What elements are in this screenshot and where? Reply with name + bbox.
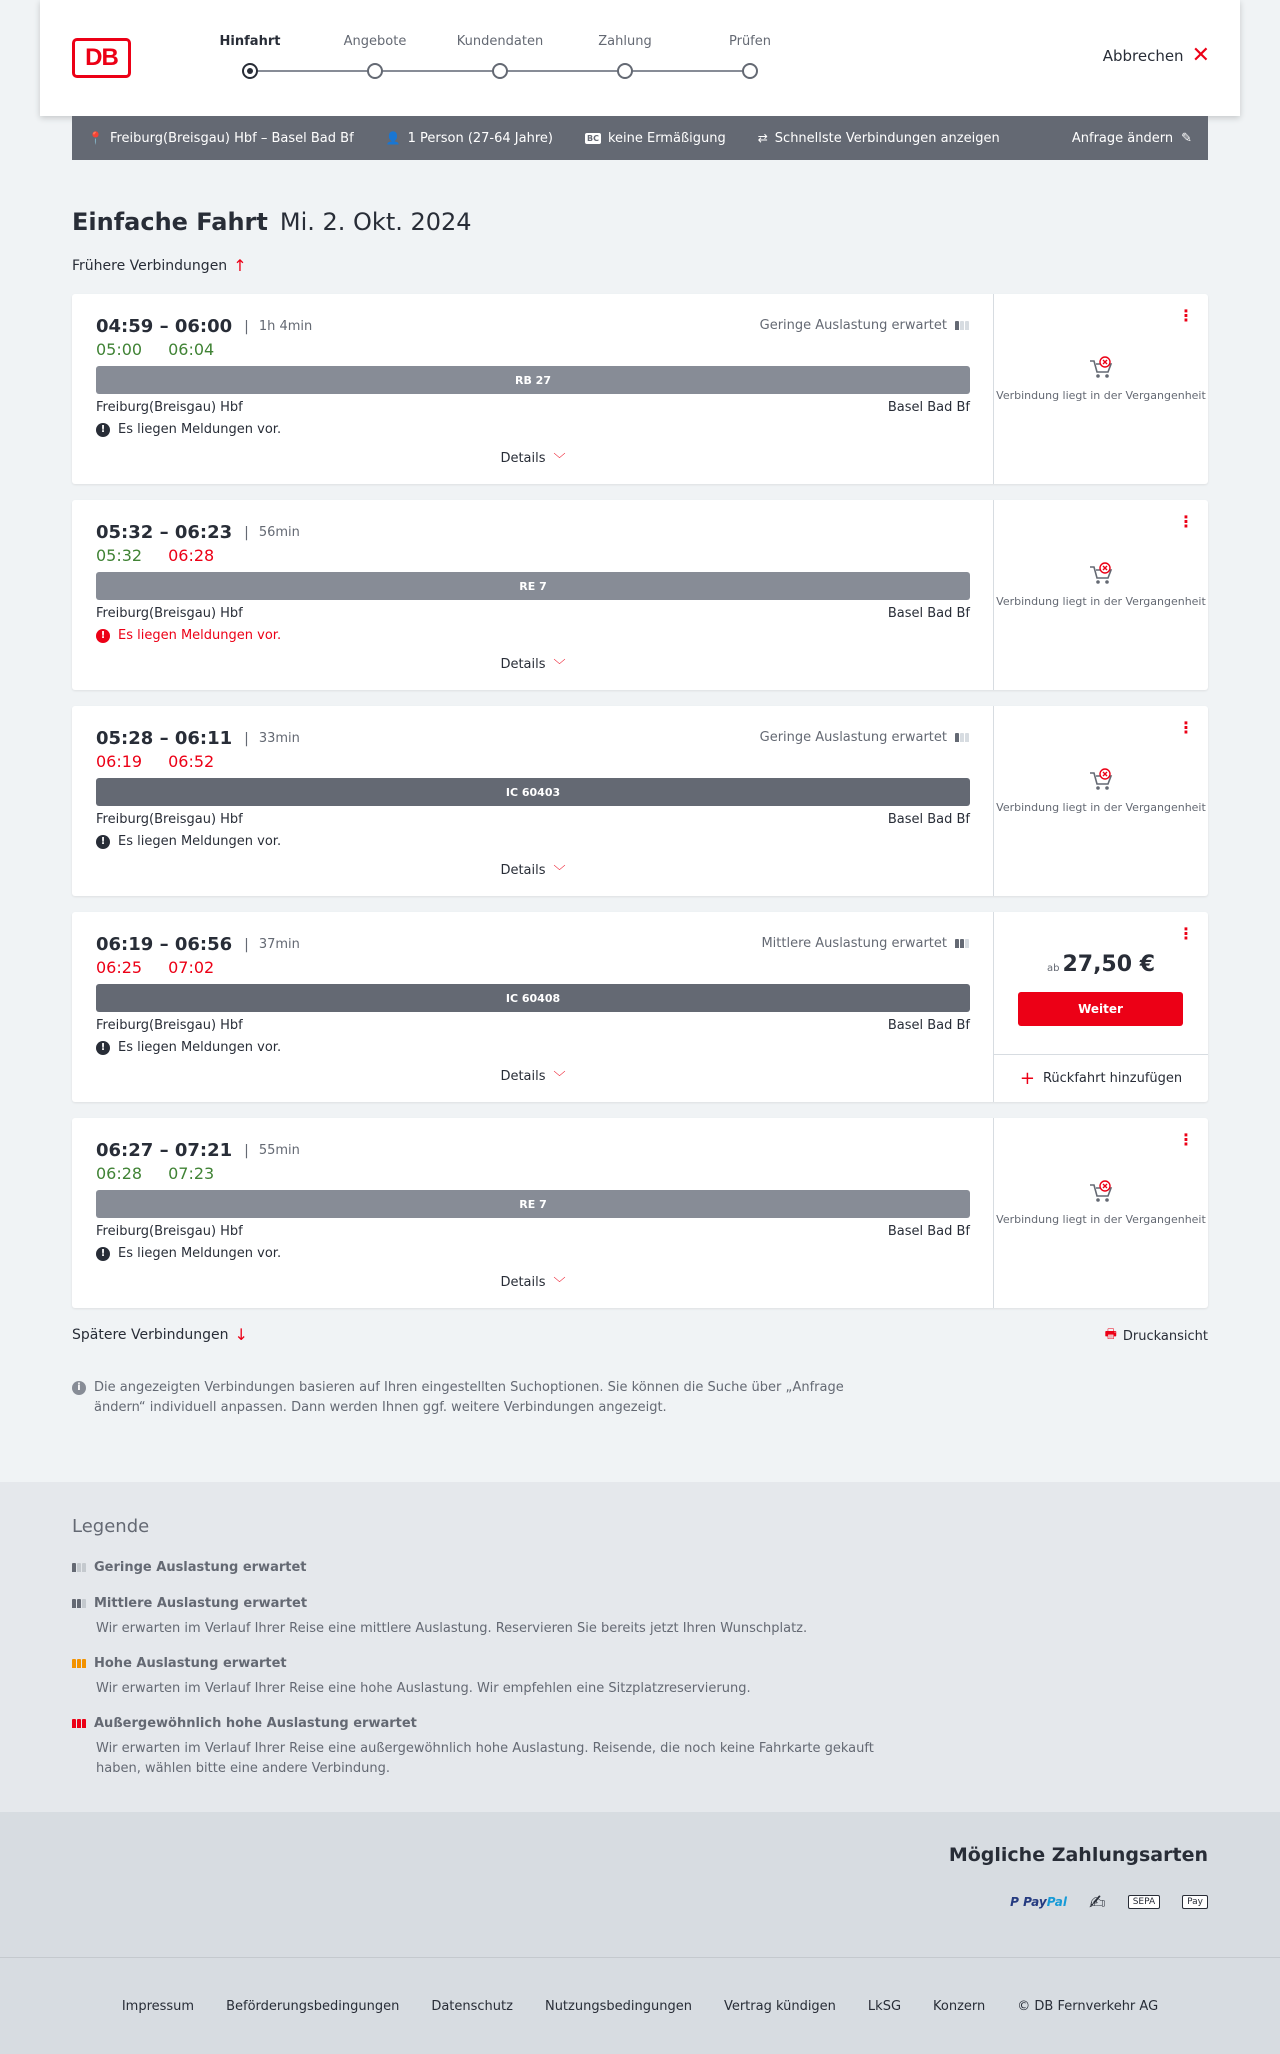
step-dot-zahlung <box>617 63 633 79</box>
person-icon: 👤 <box>385 131 401 145</box>
pencil-icon: ✎ <box>1181 130 1192 146</box>
stations <box>96 1224 970 1239</box>
service-message[interactable]: ! Es liegen Meldungen vor. <box>96 1040 281 1055</box>
step-kundendaten: Kundendaten <box>456 34 544 49</box>
chevron-down-icon: ﹀ <box>553 864 566 878</box>
step-dot-kundendaten <box>492 63 508 79</box>
stations <box>96 1018 970 1033</box>
realtime-times: 05:00 06:04 <box>96 340 215 359</box>
train-segment-bar[interactable]: RE 7 <box>96 1190 970 1218</box>
stations <box>96 606 970 621</box>
duration: 33min <box>258 731 300 746</box>
destination-station: Basel Bad Bf <box>887 606 970 621</box>
payment-methods-section <box>0 1812 1280 1958</box>
footer-link[interactable]: Nutzungsbedingungen <box>544 1998 692 2014</box>
occupancy-icon <box>72 1599 86 1608</box>
direct-debit-icon: ✍ <box>1088 1890 1106 1914</box>
info-icon: i <box>72 1381 86 1395</box>
more-options-icon[interactable]: ⋮ <box>1178 512 1194 531</box>
service-message[interactable]: ! Es liegen Meldungen vor. <box>96 1246 281 1261</box>
continue-button[interactable]: Weiter <box>1018 992 1183 1026</box>
connection-card[interactable] <box>72 1118 1208 1308</box>
occupancy-icon <box>955 939 969 948</box>
duration: 1h 4min <box>258 319 313 334</box>
occupancy-icon <box>72 1659 86 1668</box>
connection-details-area[interactable] <box>72 500 994 690</box>
footer-link: © DB Fernverkehr AG <box>1017 1998 1159 2014</box>
occupancy-info: Geringe Auslastung erwartet <box>760 318 969 333</box>
scheduled-times: 04:59 – 06:00 | 1h 4min <box>96 316 313 337</box>
train-segment-bar[interactable]: IC 60408 <box>96 984 970 1012</box>
apple-pay-icon: Pay <box>1182 1895 1208 1909</box>
price: ab 27,50 € <box>1046 952 1156 977</box>
step-pruefen: Prüfen <box>728 34 771 49</box>
origin-station: Freiburg(Breisgau) Hbf <box>96 1018 243 1033</box>
cart-unavailable-icon <box>1088 356 1114 380</box>
past-connection-notice: Verbindung liegt in der Vergangenheit <box>994 1180 1208 1227</box>
earlier-connections-link[interactable]: Frühere Verbindungen ↑ <box>72 256 247 275</box>
occupancy-icon <box>72 1719 86 1728</box>
chevron-down-icon: ﹀ <box>553 1070 566 1084</box>
cart-unavailable-icon <box>1088 768 1114 792</box>
more-options-icon[interactable]: ⋮ <box>1178 924 1194 943</box>
connection-details-area[interactable] <box>72 706 994 896</box>
details-toggle[interactable]: Details ﹀ <box>500 657 566 672</box>
details-toggle[interactable]: Details ﹀ <box>500 863 566 878</box>
step-angebote: Angebote <box>343 34 407 49</box>
payment-icons <box>1010 1890 1208 1914</box>
duration: 56min <box>258 525 300 540</box>
footer-link[interactable]: LkSG <box>867 1998 902 2014</box>
info-note: i Die angezeigten Verbindungen basieren auf Ihren eingestellten Suchoptionen. Sie können die Suche über „Anfrage ändern“ individuell anpassen. Dann werden Ihnen ggf. weitere Verbindungen angezeigt. <box>72 1378 852 1418</box>
arrow-down-icon: ↓ <box>234 1325 248 1344</box>
service-message[interactable]: ! Es liegen Meldungen vor. <box>96 422 281 437</box>
connection-details-area[interactable] <box>72 294 994 484</box>
legend-title: Legende <box>72 1516 150 1537</box>
occupancy-icon <box>72 1563 86 1572</box>
connection-card[interactable] <box>72 294 1208 484</box>
connection-details-area[interactable] <box>72 912 994 1102</box>
paypal-icon: P PayPal <box>1010 1895 1067 1909</box>
booking-stepper <box>210 0 770 116</box>
service-message[interactable]: ! Es liegen Meldungen vor. <box>96 834 281 849</box>
payment-title: Mögliche Zahlungsarten <box>948 1844 1208 1866</box>
footer-link[interactable]: Datenschutz <box>431 1998 513 2014</box>
scheduled-times: 06:19 – 06:56 | 37min <box>96 934 300 955</box>
destination-station: Basel Bad Bf <box>887 812 970 827</box>
footer-link[interactable]: Impressum <box>121 1998 195 2014</box>
footer <box>0 1958 1280 2054</box>
discount-summary: BC keine Ermäßigung <box>586 130 726 146</box>
scheduled-times: 06:27 – 07:21 | 55min <box>96 1140 300 1161</box>
origin-station: Freiburg(Breisgau) Hbf <box>96 400 243 415</box>
footer-link[interactable]: Vertrag kündigen <box>723 1998 836 2014</box>
cart-unavailable-icon <box>1088 562 1114 586</box>
realtime-times: 06:28 07:23 <box>96 1164 215 1183</box>
search-summary-bar <box>72 116 1208 160</box>
connection-details-area[interactable] <box>72 1118 994 1308</box>
route-summary: 📍 Freiburg(Breisgau) Hbf – Basel Bad Bf <box>88 130 354 146</box>
occupancy-icon <box>955 733 969 742</box>
footer-link[interactable]: Beförderungsbedingungen <box>226 1998 400 2014</box>
more-options-icon[interactable]: ⋮ <box>1178 1130 1194 1149</box>
connection-card[interactable] <box>72 500 1208 690</box>
train-segment-bar[interactable]: IC 60403 <box>96 778 970 806</box>
train-segment-bar[interactable]: RE 7 <box>96 572 970 600</box>
alert-icon: ! <box>96 629 110 643</box>
scheduled-times: 05:28 – 06:11 | 33min <box>96 728 300 749</box>
legend-item: Außergewöhnlich hohe Auslastung erwartet Wir erwarten im Verlauf Ihrer Reise eine außergewöhnlich hohe Auslastung. Reisende, die noch keine Fahrkarte gekauft haben, wählen bitte eine andere Verbindung. <box>72 1716 892 1779</box>
alert-icon: ! <box>96 423 110 437</box>
booking-panel <box>994 500 1208 690</box>
connection-card[interactable] <box>72 912 1208 1102</box>
booking-panel <box>994 1118 1208 1308</box>
header <box>40 0 1240 116</box>
stations <box>96 400 970 415</box>
details-toggle[interactable]: Details ﹀ <box>500 1069 566 1084</box>
print-view-link[interactable]: 🖶 Druckansicht <box>1105 1325 1208 1347</box>
legend-item: Hohe Auslastung erwartet Wir erwarten im Verlauf Ihrer Reise eine hohe Auslastung. Wir empfehlen eine Sitzplatzreservierung. <box>72 1656 892 1699</box>
past-connection-notice: Verbindung liegt in der Vergangenheit <box>994 356 1208 403</box>
destination-station: Basel Bad Bf <box>887 1018 970 1033</box>
occupancy-info: Geringe Auslastung erwartet <box>760 730 969 745</box>
change-query-button[interactable]: Anfrage ändern ✎ <box>1071 130 1192 146</box>
destination-station: Basel Bad Bf <box>887 1224 970 1239</box>
connection-card[interactable] <box>72 706 1208 896</box>
occupancy-info: Mittlere Auslastung erwartet <box>761 936 969 951</box>
booking-panel <box>994 294 1208 484</box>
realtime-times: 06:25 07:02 <box>96 958 215 977</box>
duration: 37min <box>258 937 300 952</box>
destination-station: Basel Bad Bf <box>887 400 970 415</box>
later-connections-link[interactable]: Spätere Verbindungen ↓ <box>72 1325 248 1344</box>
alert-icon: ! <box>96 1247 110 1261</box>
origin-station: Freiburg(Breisgau) Hbf <box>96 812 243 827</box>
origin-station: Freiburg(Breisgau) Hbf <box>96 1224 243 1239</box>
duration: 55min <box>258 1143 300 1158</box>
legend-item: Geringe Auslastung erwartet <box>72 1560 892 1575</box>
legend-section <box>0 1482 1280 1812</box>
realtime-times: 05:32 06:28 <box>96 546 215 565</box>
step-dot-hinfahrt <box>242 63 258 79</box>
train-segment-bar[interactable]: RB 27 <box>96 366 970 394</box>
more-options-icon[interactable]: ⋮ <box>1178 718 1194 737</box>
alert-icon: ! <box>96 835 110 849</box>
legend-item: Mittlere Auslastung erwartet Wir erwarten im Verlauf Ihrer Reise eine mittlere Auslastung. Reservieren Sie bereits jetzt Ihren Wunschplatz. <box>72 1596 892 1639</box>
stations <box>96 812 970 827</box>
chevron-down-icon: ﹀ <box>553 1276 566 1290</box>
passenger-summary: 👤 1 Person (27-64 Jahre) <box>385 130 553 146</box>
bahncard-icon: BC <box>586 133 599 143</box>
step-dot-pruefen <box>742 63 758 79</box>
db-logo[interactable]: DB <box>72 38 131 78</box>
arrow-up-icon: ↑ <box>233 256 247 275</box>
details-toggle[interactable]: Details ﹀ <box>500 451 566 466</box>
cancel-button[interactable]: Abbrechen ✕ <box>1102 43 1210 68</box>
occupancy-icon <box>955 321 969 330</box>
fastest-connections-toggle[interactable]: ⇄ Schnellste Verbindungen anzeigen <box>757 130 1000 146</box>
swap-arrows-icon: ⇄ <box>757 131 768 145</box>
alert-icon: ! <box>96 1041 110 1055</box>
booking-panel <box>994 706 1208 896</box>
booking-panel <box>994 912 1208 1102</box>
cart-unavailable-icon <box>1088 1180 1114 1204</box>
page-title: Einfache Fahrt Mi. 2. Okt. 2024 <box>72 208 472 236</box>
chevron-down-icon: ﹀ <box>553 658 566 672</box>
chevron-down-icon: ﹀ <box>553 452 566 466</box>
scheduled-times: 05:32 – 06:23 | 56min <box>96 522 300 543</box>
plus-icon: + <box>1019 1068 1035 1089</box>
sepa-icon: SEPA <box>1128 1895 1160 1909</box>
close-icon: ✕ <box>1191 43 1210 68</box>
printer-icon: 🖶 <box>1104 1327 1117 1342</box>
step-hinfahrt[interactable]: Hinfahrt <box>219 34 281 49</box>
past-connection-notice: Verbindung liegt in der Vergangenheit <box>994 562 1208 609</box>
more-options-icon[interactable]: ⋮ <box>1178 306 1194 325</box>
realtime-times: 06:19 06:52 <box>96 752 215 771</box>
location-pin-icon: 📍 <box>88 131 103 145</box>
footer-link[interactable]: Konzern <box>933 1998 986 2014</box>
origin-station: Freiburg(Breisgau) Hbf <box>96 606 243 621</box>
step-dot-angebote <box>367 63 383 79</box>
service-message[interactable]: ! Es liegen Meldungen vor. <box>96 628 281 643</box>
step-zahlung: Zahlung <box>598 34 652 49</box>
past-connection-notice: Verbindung liegt in der Vergangenheit <box>994 768 1208 815</box>
details-toggle[interactable]: Details ﹀ <box>500 1275 566 1290</box>
add-return-trip-button[interactable]: + Rückfahrt hinzufügen <box>994 1054 1208 1102</box>
